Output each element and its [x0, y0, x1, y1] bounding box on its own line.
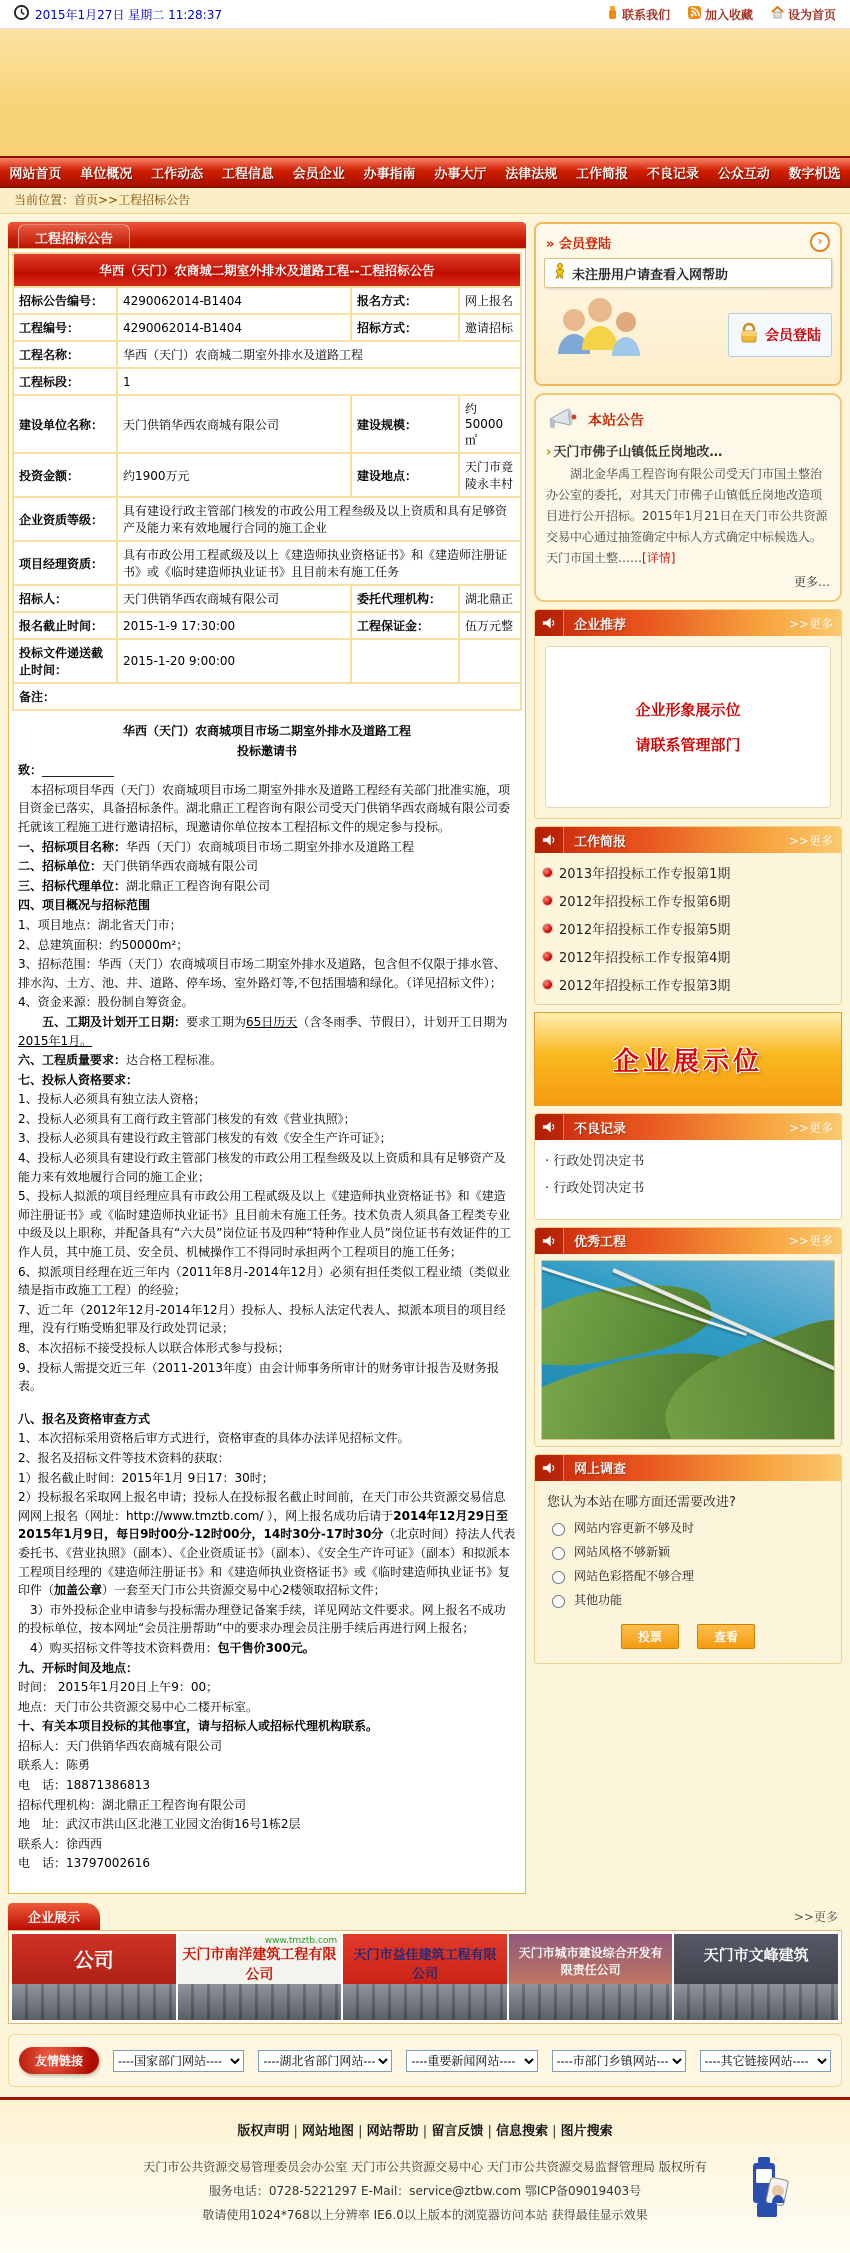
recommend-more-link[interactable]: >>更多: [788, 616, 833, 631]
section-title: 网上调查: [574, 1462, 627, 1478]
bad-records-more-link[interactable]: >>更多: [788, 1120, 833, 1135]
footer-link-image-search[interactable]: | 图片搜索: [548, 2124, 613, 2139]
showcase-more-link[interactable]: >>更多: [793, 1909, 838, 1924]
notice-line: 8、本次招标不接受投标人以联合体形式参与投标；: [18, 1341, 290, 1355]
bullet-icon: [543, 896, 552, 905]
announcement-headline[interactable]: › 天门市佛子山镇低丘岗地改…: [546, 445, 723, 460]
friend-link-select-news[interactable]: [406, 2050, 537, 2072]
footer: [0, 2097, 850, 2253]
report-item[interactable]: 2012年招投标工作专报第6期: [543, 891, 833, 910]
notice-line: 2、报名及招标文件等技术资料的获取：: [18, 1450, 230, 1465]
sidebar-section-recommend: [534, 609, 842, 819]
building-photo: [343, 1984, 507, 2020]
nav-item-bad-records[interactable]: 不良记录: [646, 166, 699, 182]
notice-line: 致：____________: [18, 763, 115, 778]
nav-item-hall[interactable]: 办事大厅: [434, 166, 487, 182]
member-login-box: [534, 222, 842, 386]
building-photo: [178, 1984, 342, 2020]
tender-content-box: [8, 248, 526, 1894]
notice-line: 投标邀请书: [236, 743, 297, 758]
notice-line: 1、项目地点：湖北省天门市；: [18, 917, 182, 932]
table-row: 工程名称： 华西（天门）农商城二期室外排水及道路工程: [13, 341, 521, 368]
notice-line: 2、投标人必须具有工商行政主管部门核发的有效《营业执照》；: [18, 1111, 356, 1126]
notice-line: 本招标项目华西（天门）农商城项目市场二期室外排水及道路工程经有关部门批准实施，项目资金已落实，具备招标条件。湖北鼎正工程咨询有限公司受天门供销华西农商城有限公司委托就该工程施工进行邀请招标，现邀请你单位按本工程招标文件的规定参与投标。: [18, 782, 511, 834]
watermark: www.tmztb.com: [264, 1936, 338, 1947]
nav-item-home[interactable]: 网站首页: [9, 166, 62, 182]
nav-item-about[interactable]: 单位概况: [80, 166, 133, 182]
friend-link-select-other[interactable]: [700, 2050, 831, 2072]
notice-line: 地点：天门市公共资源交易中心二楼开标室。: [18, 1699, 259, 1714]
showcase-company[interactable]: 天门市文峰建筑: [674, 1934, 838, 2020]
notice-line: 三、招标代理单位：湖北鼎正工程咨询有限公司: [18, 878, 271, 893]
notice-line: 4、投标人必须具有建设行政主管部门核发的市政公用工程叁级及以上资质和具有足够资产及能力来有效地履行合同的施工企业；: [18, 1151, 506, 1184]
notice-line: 9、投标人需提交近三年（2011-2013年度）由会计师事务所审计的财务审计报告及财务报表。: [18, 1360, 500, 1394]
enterprise-showcase: [8, 1902, 842, 2024]
section-title: 工作简报: [574, 834, 627, 850]
fine-projects-more-link[interactable]: >>更多: [788, 1234, 833, 1249]
friend-links-bar: [8, 2034, 842, 2087]
notice-line: 7、近二年（2012年12月-2014年12月）投标人、投标人法定代表人、拟派本项目的项目经理，没有行贿受贿犯罪及行政处罚记录；: [18, 1302, 506, 1336]
contact-icon: [607, 6, 618, 22]
bullet-icon: [543, 924, 552, 933]
speaker-icon: [535, 610, 564, 636]
footer-link-help[interactable]: | 网站帮助: [354, 2124, 419, 2139]
contact-us-link[interactable]: 联系我们: [607, 6, 670, 23]
friend-link-select-township[interactable]: [552, 2050, 686, 2072]
clock-icon: [14, 5, 29, 23]
notice-line: 八、报名及资格审查方式: [18, 1411, 151, 1426]
report-item[interactable]: 2012年招投标工作专报第4期: [543, 947, 833, 966]
vote-button[interactable]: 投票: [621, 1624, 679, 1649]
notice-line: 十、有关本项目投标的其他事宜，请与招标人或招标代理机构联系。: [18, 1719, 379, 1734]
notice-line: 一、招标项目名称：华西（天门）农商城项目市场二期室外排水及道路工程: [18, 839, 415, 854]
table-row: 投资金额： 约1900万元 建设地点： 天门市竟陵永丰村: [13, 453, 521, 497]
enterprise-placeholder: 企业形象展示位 请联系管理部门: [545, 646, 831, 808]
fine-project-photo[interactable]: [541, 1260, 835, 1440]
table-row: 报名截止时间： 2015-1-9 17:30:00 工程保证金： 伍万元整: [13, 612, 521, 639]
bad-record-item[interactable]: · 行政处罚决定书: [545, 1154, 645, 1169]
favorite-icon: [688, 6, 701, 22]
notice-line: 五、工期及计划开工日期：要求工期为65日历天（含冬雨季、节假日），计划开工日期为2015年1月。: [18, 1014, 508, 1048]
sidebar-section-reports: [534, 826, 842, 1005]
nav-item-members[interactable]: 会员企业: [292, 166, 345, 182]
detail-link[interactable]: [详情]: [642, 551, 676, 565]
table-row: 建设单位名称： 天门供销华西农商城有限公司 建设规模： 约50000㎡: [13, 395, 521, 453]
radio-button[interactable]: [552, 1595, 565, 1608]
site-announcement-box: [534, 393, 842, 602]
set-homepage-link[interactable]: 设为首页: [771, 6, 836, 23]
notice-line: 四、项目概况与招标范围: [18, 898, 151, 913]
notice-line: 3、投标人必须具有建设行政主管部门核发的有效《安全生产许可证》；: [18, 1131, 392, 1146]
nav-item-guide[interactable]: 办事指南: [363, 166, 416, 182]
notice-line: 招标代理机构：湖北鼎正工程咨询有限公司: [18, 1797, 247, 1812]
section-title: 不良记录: [574, 1121, 627, 1137]
showcase-company[interactable]: 公司: [12, 1934, 176, 2020]
megaphone-icon: [546, 405, 580, 435]
friend-link-select-national[interactable]: [113, 2050, 244, 2072]
footer-link-copyright[interactable]: 版权声明: [237, 2124, 290, 2140]
footer-copyright-line: 天门市公共资源交易管理委员会办公室 天门市公共资源交易中心 天门市公共资源交易监督管理局 版权所有: [143, 2160, 707, 2175]
member-login-title: » 会员登陆: [546, 236, 611, 252]
notice-line: 二、招标单位：天门供销华西农商城有限公司: [18, 859, 259, 874]
survey-option[interactable]: 网站风格不够新颖: [547, 1540, 829, 1564]
table-row: 项目经理资质： 具有市政公用工程贰级及以上《建造师执业资格证书》和《建造师注册证书》或《临时建造师执业证书》且目前未有施工任务: [13, 541, 521, 585]
section-title: 企业推荐: [574, 617, 627, 633]
notice-line: 六、工程质量要求：达合格工程标准。: [18, 1053, 223, 1068]
members-illustration: [544, 294, 654, 376]
table-row: 工程编号： 4290062014-B1404 招标方式： 邀请招标: [13, 314, 521, 341]
footer-link-feedback[interactable]: | 留言反馈: [419, 2124, 484, 2139]
main-column: [8, 222, 526, 1894]
notice-line: 1）报名截止时间：2015年1月 9日17：30时；: [18, 1470, 274, 1485]
nav-item-interaction[interactable]: 公众互动: [717, 166, 770, 182]
table-row: 招标公告编号： 4290062014-B1404 报名方式： 网上报名: [13, 287, 521, 314]
bullet-icon: [543, 980, 552, 989]
survey-option[interactable]: 其他功能: [547, 1588, 829, 1612]
running-man-icon: [553, 263, 567, 283]
lock-icon: [739, 322, 759, 348]
notice-line: 4）购买招标文件等技术资料费用：包干售价300元。: [18, 1640, 315, 1655]
radio-button[interactable]: [552, 1523, 565, 1536]
home-icon: [771, 6, 784, 22]
police-badge-icon[interactable]: [745, 2157, 795, 2223]
sidebar-section-survey: [534, 1454, 842, 1664]
bullet-icon: [543, 952, 552, 961]
notice-line: 七、投标人资格要求：: [18, 1072, 139, 1087]
member-login-button[interactable]: 会员登陆: [728, 313, 832, 357]
notice-line: 地 址：武汉市洪山区北港工业园文治街16号1栋2层: [18, 1817, 301, 1832]
tender-info-table: [12, 252, 522, 711]
building-photo: [674, 1984, 838, 2020]
notice-line: 6、拟派项目经理在近三年内（2011年8月-2014年12月）必须有担任类似工程业绩（类似业绩是指市政施工工程）的经验；: [18, 1264, 510, 1298]
report-item[interactable]: 2012年招投标工作专报第5期: [543, 919, 833, 938]
building-photo: [509, 1984, 673, 2020]
friend-links-label: 友情链接: [19, 2047, 99, 2074]
nav-item-digital[interactable]: 数字机选: [788, 166, 841, 182]
showcase-company[interactable]: 天门市益佳建筑工程有限公司: [343, 1934, 507, 2020]
showcase-strip: [8, 1930, 842, 2024]
survey-option[interactable]: 网站色彩搭配不够合理: [547, 1564, 829, 1588]
notice-line: 九、开标时间及地点：: [18, 1660, 139, 1675]
footer-browser-line: 敬请使用1024*768以上分辨率 IE6.0以上版本的浏览器访问本站 获得最佳显示效果: [202, 2208, 648, 2223]
speaker-icon: [535, 1228, 564, 1254]
survey-question: 您认为本站在哪方面还需要改进?: [547, 1494, 736, 1510]
section-tab-bar: [8, 222, 526, 248]
footer-link-sitemap[interactable]: | 网站地图: [289, 2124, 354, 2139]
showcase-company[interactable]: www.tmztb.com 天门市南洋建筑工程有限公司: [178, 1934, 342, 2020]
top-utility-bar: [0, 0, 850, 29]
notice-line: 2）投标报名采取网上报名申请；投标人在投标报名截止时间前，在天门市公共资源交易信息网网上报名（网址：http://www.tmztb.com/ ），网上报名成功后请于2014年12月29日至2015年1月9日，每日9时00分-12时00分，14时30分-17时30分（北京时间）持法人代表委托书、《营业执照》（副本）、《企业资质证书》（副本）、《安全生产许可证》（副本）和拟派本工程项目经理的《建造师注册证书》和《建造师执业资格证书》或《临时建造师执业证书》复印件（加盖公章）一套至天门市公共资源交易中心2楼领取招标文件；: [18, 1490, 516, 1598]
footer-links: [0, 2120, 850, 2139]
radio-button[interactable]: [552, 1547, 565, 1560]
showcase-company[interactable]: 天门市城市建设综合开发有限责任公司: [509, 1934, 673, 2020]
table-row: 工程标段： 1: [13, 368, 521, 395]
friend-link-select-province[interactable]: [258, 2050, 392, 2072]
report-item[interactable]: 2012年招投标工作专报第3期: [543, 975, 833, 994]
reports-more-link[interactable]: >>更多: [788, 833, 833, 848]
section-title: 优秀工程: [574, 1235, 627, 1251]
nav-item-projects[interactable]: 工程信息: [221, 166, 274, 182]
building-photo: [12, 1984, 176, 2020]
nav-item-bulletins[interactable]: 工作简报: [576, 166, 629, 182]
table-row: 招标人： 天门供销华西农商城有限公司 委托代理机构： 湖北鼎正: [13, 585, 521, 612]
speaker-icon: [535, 1114, 564, 1140]
speaker-icon: [535, 1455, 564, 1481]
breadcrumb: 当前位置：首页>>工程招标公告: [0, 188, 850, 214]
speaker-icon: [535, 827, 564, 853]
notice-line: 电 话：13797002616: [18, 1856, 150, 1871]
arrow-circle-icon[interactable]: ›: [810, 232, 830, 252]
report-item[interactable]: 2013年招投标工作专报第1期: [543, 863, 833, 882]
sidebar-section-bad-records: [534, 1113, 842, 1220]
tender-title: 华西（天门）农商城二期室外排水及道路工程--工程招标公告: [13, 253, 521, 287]
showcase-tab[interactable]: 企业展示: [8, 1903, 100, 1930]
announcement-body: 湖北金华禹工程咨询有限公司受天门市国土整治办公室的委托，对其天门市佛子山镇低丘岗地改造项目进行公开招标。2015年1月21日在天门市公共资源交易中心通过抽签确定中标人方式确定中标候选人。天门市国土整……[详情]: [546, 467, 828, 565]
radio-button[interactable]: [552, 1571, 565, 1584]
enterprise-ad-banner[interactable]: 企业展示位: [534, 1012, 842, 1106]
view-results-button[interactable]: 查看: [697, 1624, 755, 1649]
site-banner: [0, 29, 850, 156]
notice-line: 时间： 2015年1月20日上午9：00；: [18, 1680, 219, 1695]
notice-line: 联系人：徐西西: [18, 1836, 103, 1851]
table-row: 投标文件递送截止时间： 2015-1-20 9:00:00: [13, 639, 521, 683]
footer-link-info-search[interactable]: | 信息搜索: [483, 2124, 548, 2139]
notice-line: 3、招标范围：华西（天门）农商城项目市场二期室外排水及道路，包含但不仅限于排水管、排水沟、土方、池、井、道路、停车场、室外路灯等,不包括围墙和绿化。（详见招标文件）；: [18, 957, 506, 990]
sidebar: [534, 222, 842, 1664]
notice-line: 华西（天门）农商城项目市场二期室外排水及道路工程: [122, 724, 411, 738]
bad-record-item[interactable]: · 行政处罚决定书: [545, 1181, 645, 1197]
notice-line: 招标人：天门供销华西农商城有限公司: [18, 1738, 223, 1753]
notice-line: 1、本次招标采用资格后审方式进行，资格审查的具体办法详见招标文件。: [18, 1431, 410, 1446]
sidebar-section-fine-projects: [534, 1227, 842, 1447]
notice-line: 1、投标人必须具有独立法人资格；: [18, 1092, 206, 1107]
notice-line: 2、总建筑面积：约50000m²；: [18, 937, 189, 952]
current-datetime: 2015年1月27日 星期二 11:28:37: [35, 7, 222, 22]
notice-line: 4、资金来源：股份制自筹资金。: [18, 995, 194, 1010]
main-navigation: [0, 156, 850, 188]
notice-line: 电 话：18871386813: [18, 1778, 150, 1793]
bullet-icon: [543, 868, 552, 877]
notice-line: 3）市外投标企业申请参与投标需办理登记备案手续，详见网站文件要求。网上报名不成功的投标单位，按本网址“会员注册帮助”中的要求办理会员注册手续后再进行网上报名；: [18, 1602, 506, 1636]
tab-tender-announcement[interactable]: 工程招标公告: [18, 224, 130, 248]
announcement-more-link[interactable]: 更多…: [793, 575, 830, 589]
nav-item-laws[interactable]: 法律法规: [505, 166, 558, 182]
notice-line: 5、投标人拟派的项目经理应具有市政公用工程贰级及以上《建造师执业资格证书》和《建造师注册证书》或《临时建造师执业证书》且目前未有施工任务。技术负责人须具备工程类专业中级及以上职称，并配备具有“六大员”岗位证书及四种“特种作业人员”岗位证书有效证件的工作人员，其中施工员、安全员、机械操作工不得同时承担两个工程项目的施工任务；: [18, 1189, 511, 1260]
footer-contact-line: 服务电话：0728-5221297 E-Mail：service@ztbw.com 鄂ICP备09019403号: [208, 2184, 642, 2199]
nav-item-news[interactable]: 工作动态: [151, 166, 204, 182]
add-favorite-link[interactable]: 加入收藏: [688, 6, 753, 23]
table-row: 备注：: [13, 683, 521, 710]
register-help-link[interactable]: 未注册用户请查看入网帮助: [544, 258, 832, 288]
tender-invitation-text: [12, 711, 522, 1890]
table-row: 企业资质等级： 具有建设行政主管部门核发的市政公用工程叁级及以上资质和具有足够资产及能力来有效地履行合同的施工企业: [13, 497, 521, 541]
announcement-title: 本站公告: [588, 413, 644, 429]
survey-option[interactable]: 网站内容更新不够及时: [547, 1516, 829, 1540]
notice-line: 联系人：陈勇: [18, 1758, 91, 1773]
